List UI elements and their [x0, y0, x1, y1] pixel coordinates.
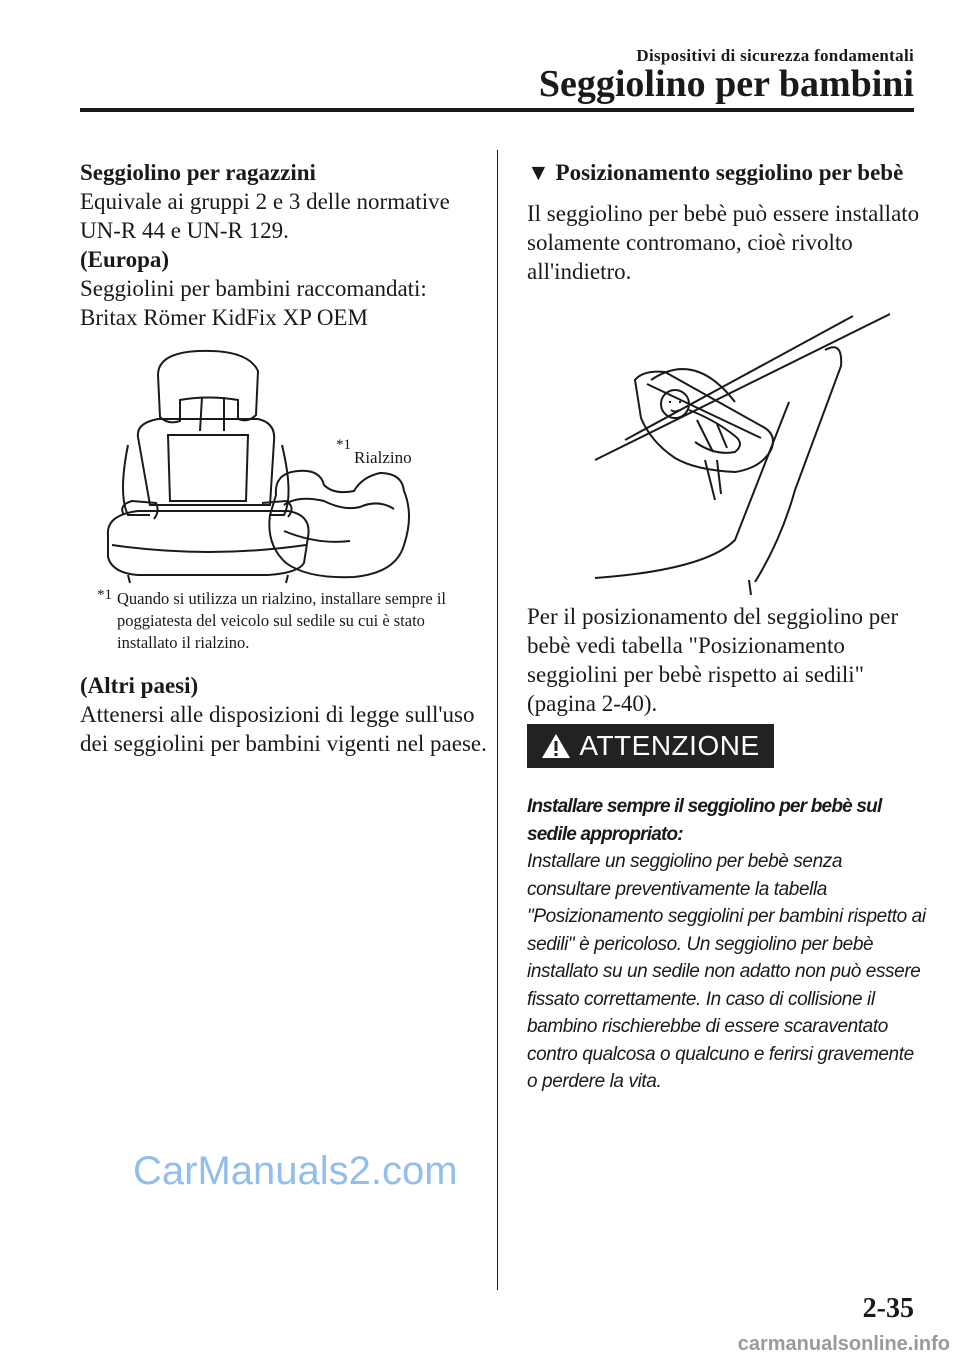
figure-marker: *1 — [336, 437, 351, 453]
other-countries-text: Attenersi alle disposizioni di legge sull'uso dei seggiolini per bambini vigenti nel paese. — [80, 702, 487, 756]
region-europe: (Europa) — [80, 247, 170, 272]
page-title: Seggiolino per bambini — [538, 63, 914, 105]
recommended-label: Seggiolini per bambini raccomandati: — [80, 276, 427, 301]
infant-seat-heading — [527, 158, 927, 187]
figure-label-rialzino: Rialzino — [354, 448, 412, 467]
footer-brand: carmanualsonline.info — [737, 1333, 950, 1355]
region-other: (Altri paesi) — [80, 673, 199, 698]
footnote-marker: *1 — [97, 587, 112, 603]
left-column — [80, 158, 480, 332]
column-divider — [497, 150, 498, 1290]
recommended-value: Britax Römer KidFix XP OEM — [80, 305, 368, 330]
infant-seat-reference: Per il posizionamento del seggiolino per bebè vedi tabella "Posizionamento seggiolini per bebè rispetto ai sedili" (pagina 2-40). — [527, 604, 899, 716]
warning-label: ATTENZIONE — [579, 730, 760, 761]
infant-seat-intro: Il seggiolino per bebè può essere installato solamente contromano, cioè rivolto all'indietro. — [527, 201, 920, 284]
warning-body: Installare un seggiolino per bebè senza consultare preventivamente la tabella "Posizionamento seggiolini per bambini rispetto ai sedili" è pericoloso. Un seggiolino per bebè installato su un sedile non adatto non può essere fissato correttamente. In caso di collisione il bambino rischierebbe di essere scaraventato contro qualcosa o qualcuno e ferirsi gravemente o perdere la vita. — [527, 851, 926, 1092]
footnote-text: Quando si utilizza un rialzino, installare sempre il poggiatesta del veicolo sul sedile su cui è stato installato il rialzino. — [117, 589, 446, 652]
right-column — [527, 158, 927, 286]
page-number: 2-35 — [862, 1293, 914, 1324]
header-rule — [80, 108, 914, 112]
infant-seat-illustration — [585, 310, 890, 595]
booster-standard-line1: Equivale ai gruppi 2 e 3 delle normative — [80, 189, 450, 214]
section-title: Dispositivi di sicurezza fondamentali — [636, 46, 914, 65]
heading-marker: ▼ — [527, 160, 550, 185]
left-lower-text — [80, 671, 490, 758]
warning-text — [527, 793, 927, 1096]
warning-bold-text: Installare sempre il seggiolino per bebè sul sedile appropriato: — [527, 796, 882, 845]
watermark: CarManuals2.com — [133, 1149, 458, 1193]
heading-text: Posizionamento seggiolino per bebè — [555, 160, 904, 185]
booster-standard-line2: UN-R 44 e UN-R 129. — [80, 218, 289, 243]
booster-seat-illustration — [98, 345, 438, 585]
warning-banner — [527, 724, 774, 768]
footnote — [97, 588, 487, 654]
booster-heading: Seggiolino per ragazzini — [80, 160, 316, 185]
warning-triangle-icon — [541, 732, 571, 760]
